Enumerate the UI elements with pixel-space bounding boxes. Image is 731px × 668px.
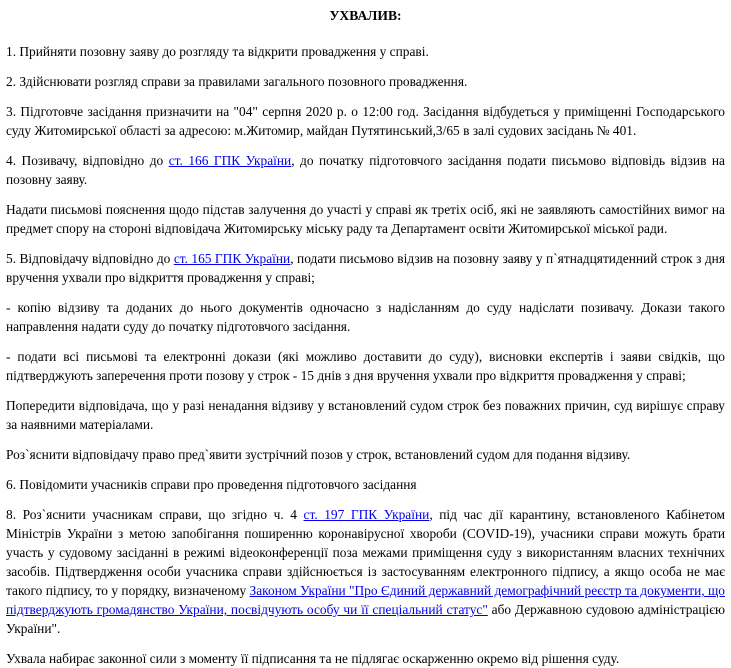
paragraph-6: 6. Повідомити учасників справи про проведення підготовчого засідання [6, 477, 417, 492]
final-statement: Ухвала набирає законної сили з моменту її підписання та не підлягає оскарженню окремо від рішення суду. [6, 651, 620, 666]
paragraph-3: 3. Підготовче засідання призначити на "04" серпня 2020 р. о 12:00 год. Засідання відбудеться у приміщенні Господарського суду Житомирської області за адресою: м.Житомир, майдан Путятинський,3/65 в залі судових засідань № 401. [6, 104, 725, 138]
paragraph-8 [6, 505, 725, 638]
paragraph-8-text-b: , під час дії карантину, встановленого Кабінетом Міністрів України з метою запобігання поширенню коронавірусної хвороби (COVID-19), учасники справи можуть брати участь у судовому засіданні в режимі відеоконференції поза межами приміщення суду з використанням власних технічних засобів. Підтвердження особи учасника справи здійснюється із застосуванням електронного підпису, а якщо особа не має такого підпису, то у порядку, визначеному [6, 507, 726, 598]
demographic-register-law-link[interactable]: Законом України "Про Єдиний державний демографічний реєстр та документи, що підтверджують громадянство України, посвідчують особу чи її спеціальний статус" [6, 583, 725, 617]
gpk-article-166-link[interactable]: ст. 166 ГПК України [168, 153, 292, 168]
paragraph-5-text-b: , подати письмово відзив на позовну заяву у п`ятнадцятиденний строк з дня вручення ухвали про відкриття провадження у справі; [6, 251, 726, 285]
paragraph-5 [6, 249, 725, 287]
paragraph-5-copy-instructions: - копію відзиву та доданих до нього документів одночасно з надісланням до суду надіслати позивачу. Докази такого направлення надати суду до початку підготовчого засідання. [6, 300, 725, 334]
paragraph-8-text-a: 8. Роз`яснити учасникам справи, що згідно ч. 4 [6, 507, 304, 522]
paragraph-4-text-a: 4. Позивачу, відповідно до [6, 153, 169, 168]
paragraph-1: 1. Прийняти позовну заяву до розгляду та відкрити провадження у справі. [6, 44, 429, 59]
ruling-title: УХВАЛИВ: [329, 8, 402, 23]
paragraph-2: 2. Здійснювати розгляд справи за правилами загального позовного провадження. [6, 74, 468, 89]
paragraph-8-text-c: або Державною судовою адміністрацією України". [6, 602, 725, 636]
paragraph-4 [6, 151, 725, 189]
paragraph-5-evidence-instructions: - подати всі письмові та електронні докази (які можливо доставити до суду), висновки експертів і заяви свідків, що підтверджують заперечення проти позову у строк - 15 днів з дня вручення ухвали про відкриття провадження у справі; [6, 349, 725, 383]
gpk-article-165-link[interactable]: ст. 165 ГПК України [173, 251, 291, 266]
gpk-article-197-link[interactable]: ст. 197 ГПК України [303, 507, 430, 522]
paragraph-5-counterclaim: Роз`яснити відповідачу право пред`явити зустрічний позов у строк, встановлений судом для подання відзиву. [6, 447, 631, 462]
paragraph-5-text-a: 5. Відповідачу відповідно до [6, 251, 174, 266]
paragraph-4-explanations: Надати письмові пояснення щодо підстав залучення до участі у справі як третіх осіб, які не заявляють самостійних вимог на предмет спору на стороні відповідача Житомирську міську раду та Департамент освіти Житомирської міської ради. [6, 202, 725, 236]
paragraph-4-text-b: , до початку підготовчого засідання подати письмово відповідь відзив на позовну заяву. [6, 153, 726, 187]
paragraph-5-warning: Попередити відповідача, що у разі ненадання відзиву у встановлений судом строк без поважних причин, суд вирішує справу за наявними матеріалами. [6, 398, 725, 432]
